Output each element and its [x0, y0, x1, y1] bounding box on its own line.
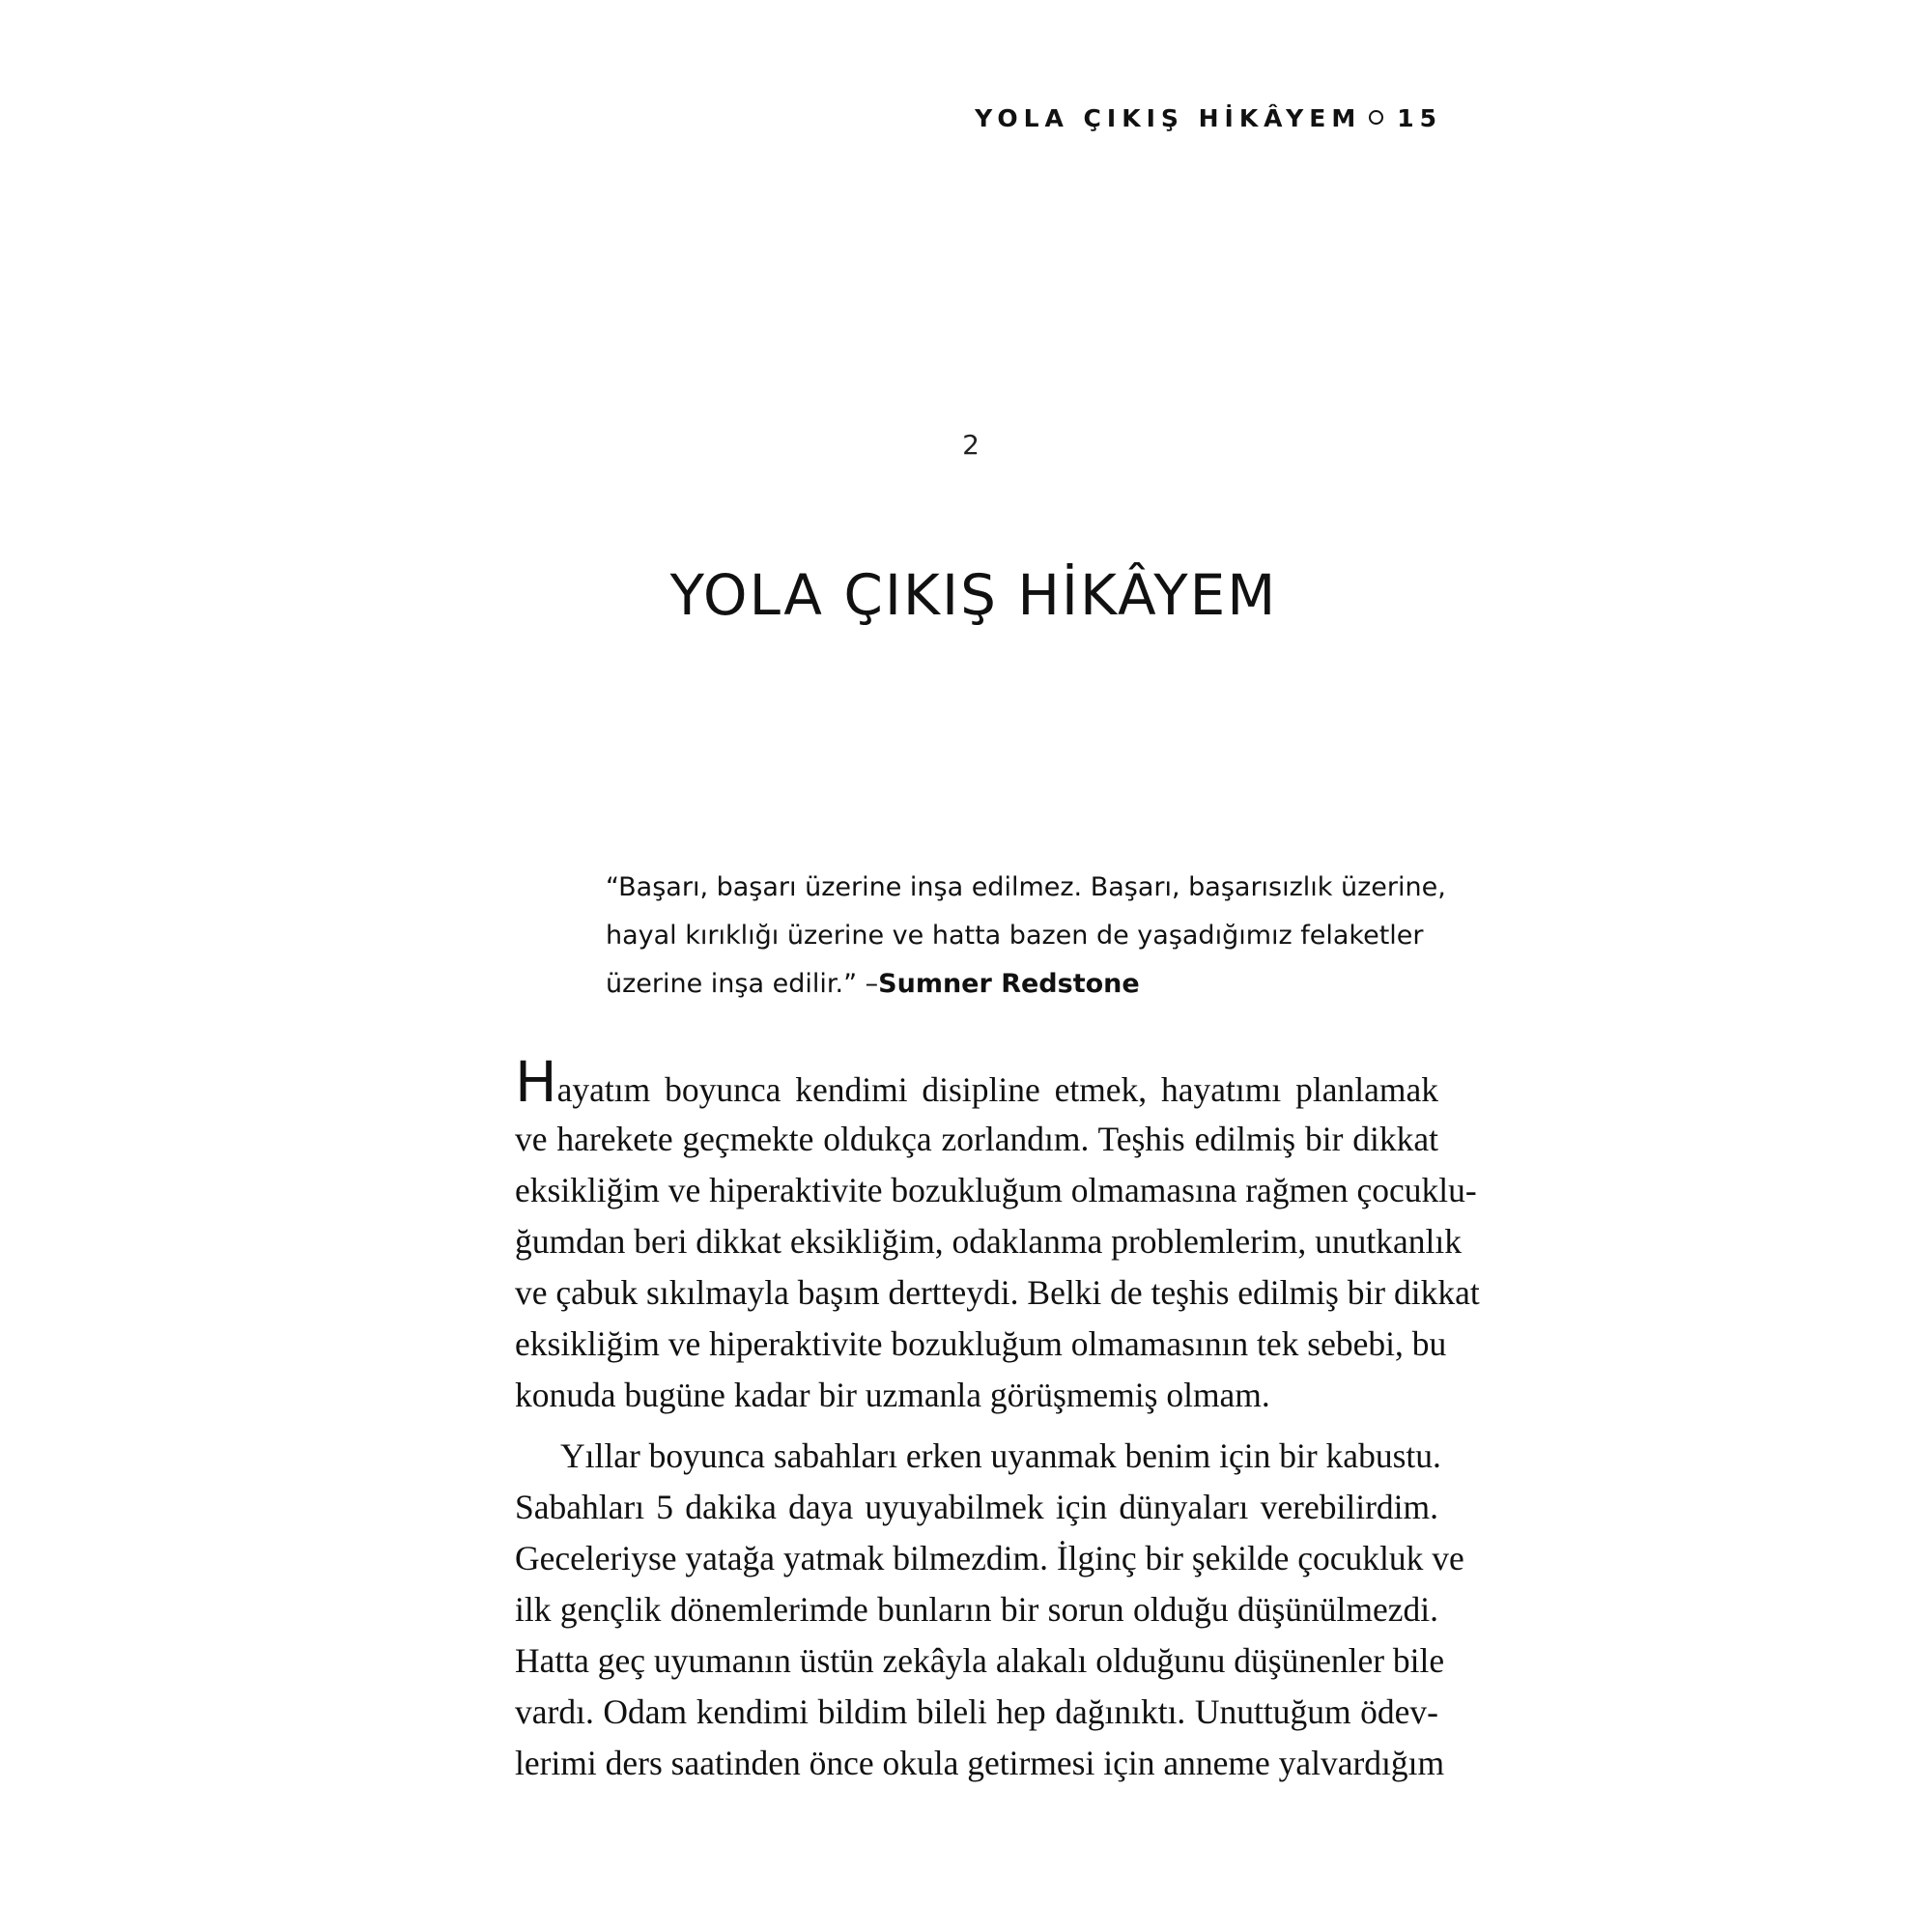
- paragraph-1: [515, 1049, 1480, 1421]
- paragraph-line: vardı. Odam kendimi bildim bileli hep dağınıktı. Unuttuğum ödev-: [515, 1692, 1438, 1731]
- circle-separator-icon: [1369, 110, 1383, 125]
- chapter-title: YOLA ÇIKIŞ HİKÂYEM: [669, 562, 1278, 628]
- epigraph-line: hayal kırıklığı üzerine ve hatta bazen de yaşadığımız felaketler: [606, 921, 1424, 951]
- paragraph-line: Yıllar boyunca sabahları erken uyanmak benim için bir kabustu.: [560, 1436, 1441, 1475]
- paragraph-line-text: ayatım boyunca kendimi disipline etmek, hayatımı planlamak: [556, 1070, 1438, 1109]
- running-head: [975, 104, 1442, 132]
- paragraph-line: ğumdan beri dikkat eksikliğim, odaklanma problemlerim, unutkanlık: [515, 1222, 1462, 1261]
- paragraph-line: lerimi ders saatinden önce okula getirmesi için anneme yalvardığım: [515, 1744, 1445, 1782]
- paragraph-line: ve harekete geçmekte oldukça zorlandım. Teşhis edilmiş bir dikkat: [515, 1120, 1438, 1158]
- drop-cap: H: [515, 1049, 557, 1115]
- paragraph-line: Sabahları 5 dakika daya uyuyabilmek için dünyaları verebilirdim.: [515, 1488, 1438, 1526]
- running-head-title: YOLA ÇIKIŞ HİKÂYEM: [975, 104, 1362, 132]
- paragraph-2: [515, 1431, 1464, 1789]
- paragraph-line: ve çabuk sıkılmayla başım dertteydi. Belki de teşhis edilmiş bir dikkat: [515, 1273, 1480, 1312]
- paragraph-line: ilk gençlik dönemlerimde bunların bir sorun olduğu düşünülmezdi.: [515, 1590, 1438, 1629]
- epigraph-line-last: [606, 960, 1465, 1009]
- paragraph-line: [515, 1049, 1438, 1115]
- paragraph-line: eksikliğim ve hiperaktivite bozukluğum olmamasının tek sebebi, bu: [515, 1324, 1447, 1363]
- paragraph-line: Hatta geç uyumanın üstün zekâyla alakalı olduğunu düşünenler bile: [515, 1641, 1445, 1680]
- epigraph-line-text: üzerine inşa edilir.” –: [606, 969, 879, 999]
- paragraph-line: Geceleriyse yatağa yatmak bilmezdim. İlginç bir şekilde çocukluk ve: [515, 1539, 1464, 1577]
- paragraph-line: konuda bugüne kadar bir uzmanla görüşmemiş olmam.: [515, 1376, 1270, 1414]
- epigraph-line: “Başarı, başarı üzerine inşa edilmez. Başarı, başarısızlık üzerine,: [606, 872, 1446, 902]
- page-number: 15: [1397, 104, 1442, 132]
- epigraph: [606, 864, 1465, 1009]
- chapter-number: 2: [962, 429, 980, 461]
- epigraph-author: Sumner Redstone: [878, 969, 1140, 999]
- paragraph-line: eksikliğim ve hiperaktivite bozukluğum olmamasına rağmen çocuklu-: [515, 1171, 1477, 1209]
